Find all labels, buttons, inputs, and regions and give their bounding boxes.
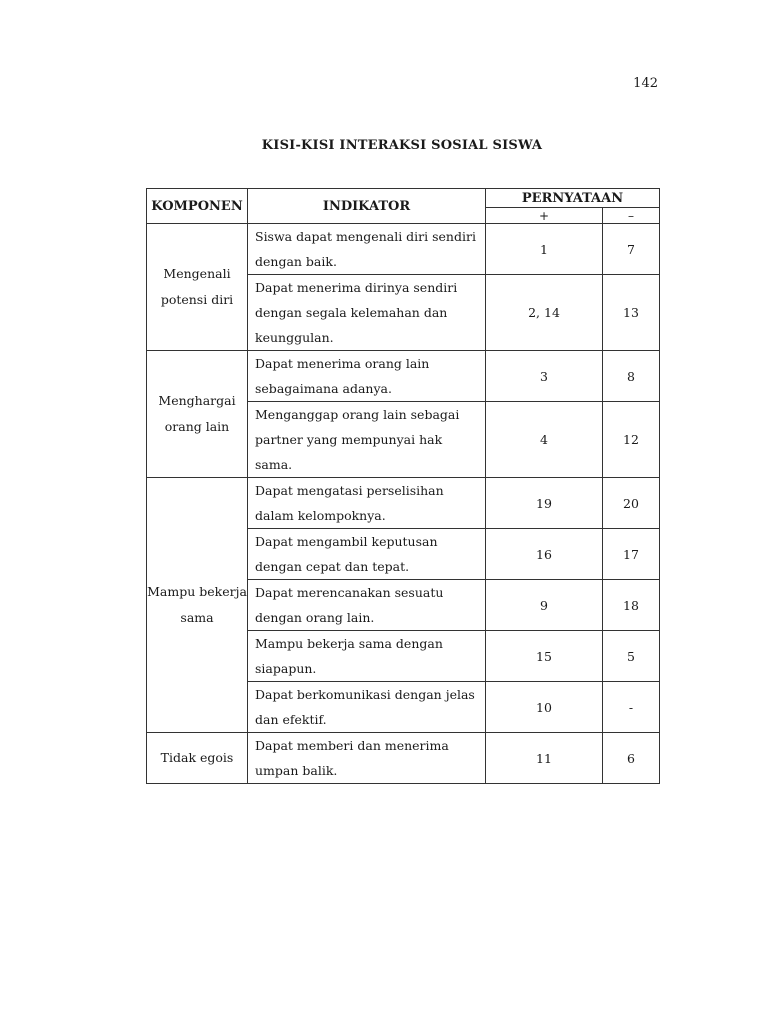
- negative-item-cell: 17: [603, 529, 660, 580]
- indicator-cell: Dapat mengatasi perselisihan dalam kelompoknya.: [248, 478, 486, 529]
- indicator-cell: Dapat merencanakan sesuatu dengan orang lain.: [248, 580, 486, 631]
- positive-item-cell: 9: [486, 580, 603, 631]
- negative-item-cell: 5: [603, 631, 660, 682]
- header-minus: –: [603, 208, 660, 224]
- component-cell: Menghargai orang lain: [147, 351, 248, 478]
- positive-item-cell: 15: [486, 631, 603, 682]
- positive-item-cell: 19: [486, 478, 603, 529]
- indicator-cell: Dapat mengambil keputusan dengan cepat dan tepat.: [248, 529, 486, 580]
- negative-item-cell: 7: [603, 224, 660, 275]
- indicator-cell: Dapat menerima orang lain sebagaimana adanya.: [248, 351, 486, 402]
- negative-item-cell: -: [603, 682, 660, 733]
- negative-item-cell: 12: [603, 402, 660, 478]
- indicator-cell: Siswa dapat mengenali diri sendiri dengan baik.: [248, 224, 486, 275]
- table-row: [147, 351, 660, 402]
- negative-item-cell: 6: [603, 733, 660, 784]
- positive-item-cell: 10: [486, 682, 603, 733]
- positive-item-cell: 3: [486, 351, 603, 402]
- table-row: [147, 224, 660, 275]
- component-cell: Mampu bekerja sama: [147, 478, 248, 733]
- indicator-cell: Dapat berkomunikasi dengan jelas dan efektif.: [248, 682, 486, 733]
- document-title: KISI-KISI INTERAKSI SOSIAL SISWA: [261, 138, 543, 153]
- header-komponen: KOMPONEN: [147, 189, 248, 224]
- negative-item-cell: 18: [603, 580, 660, 631]
- lattice-table: [146, 188, 660, 784]
- negative-item-cell: 20: [603, 478, 660, 529]
- header-plus: +: [486, 208, 603, 224]
- component-cell: Tidak egois: [147, 733, 248, 784]
- positive-item-cell: 2, 14: [486, 275, 603, 351]
- indicator-cell: Dapat memberi dan menerima umpan balik.: [248, 733, 486, 784]
- negative-item-cell: 8: [603, 351, 660, 402]
- table-row: [147, 733, 660, 784]
- page-number: 142: [633, 76, 658, 91]
- component-cell: Mengenali potensi diri: [147, 224, 248, 351]
- negative-item-cell: 13: [603, 275, 660, 351]
- header-indikator: INDIKATOR: [248, 189, 486, 224]
- positive-item-cell: 16: [486, 529, 603, 580]
- positive-item-cell: 4: [486, 402, 603, 478]
- positive-item-cell: 11: [486, 733, 603, 784]
- table-row: [147, 478, 660, 529]
- indicator-cell: Dapat menerima dirinya sendiri dengan segala kelemahan dan keunggulan.: [248, 275, 486, 351]
- indicator-cell: Menganggap orang lain sebagai partner yang mempunyai hak sama.: [248, 402, 486, 478]
- positive-item-cell: 1: [486, 224, 603, 275]
- indicator-cell: Mampu bekerja sama dengan siapapun.: [248, 631, 486, 682]
- header-pernyataan: PERNYATAAN: [486, 189, 660, 208]
